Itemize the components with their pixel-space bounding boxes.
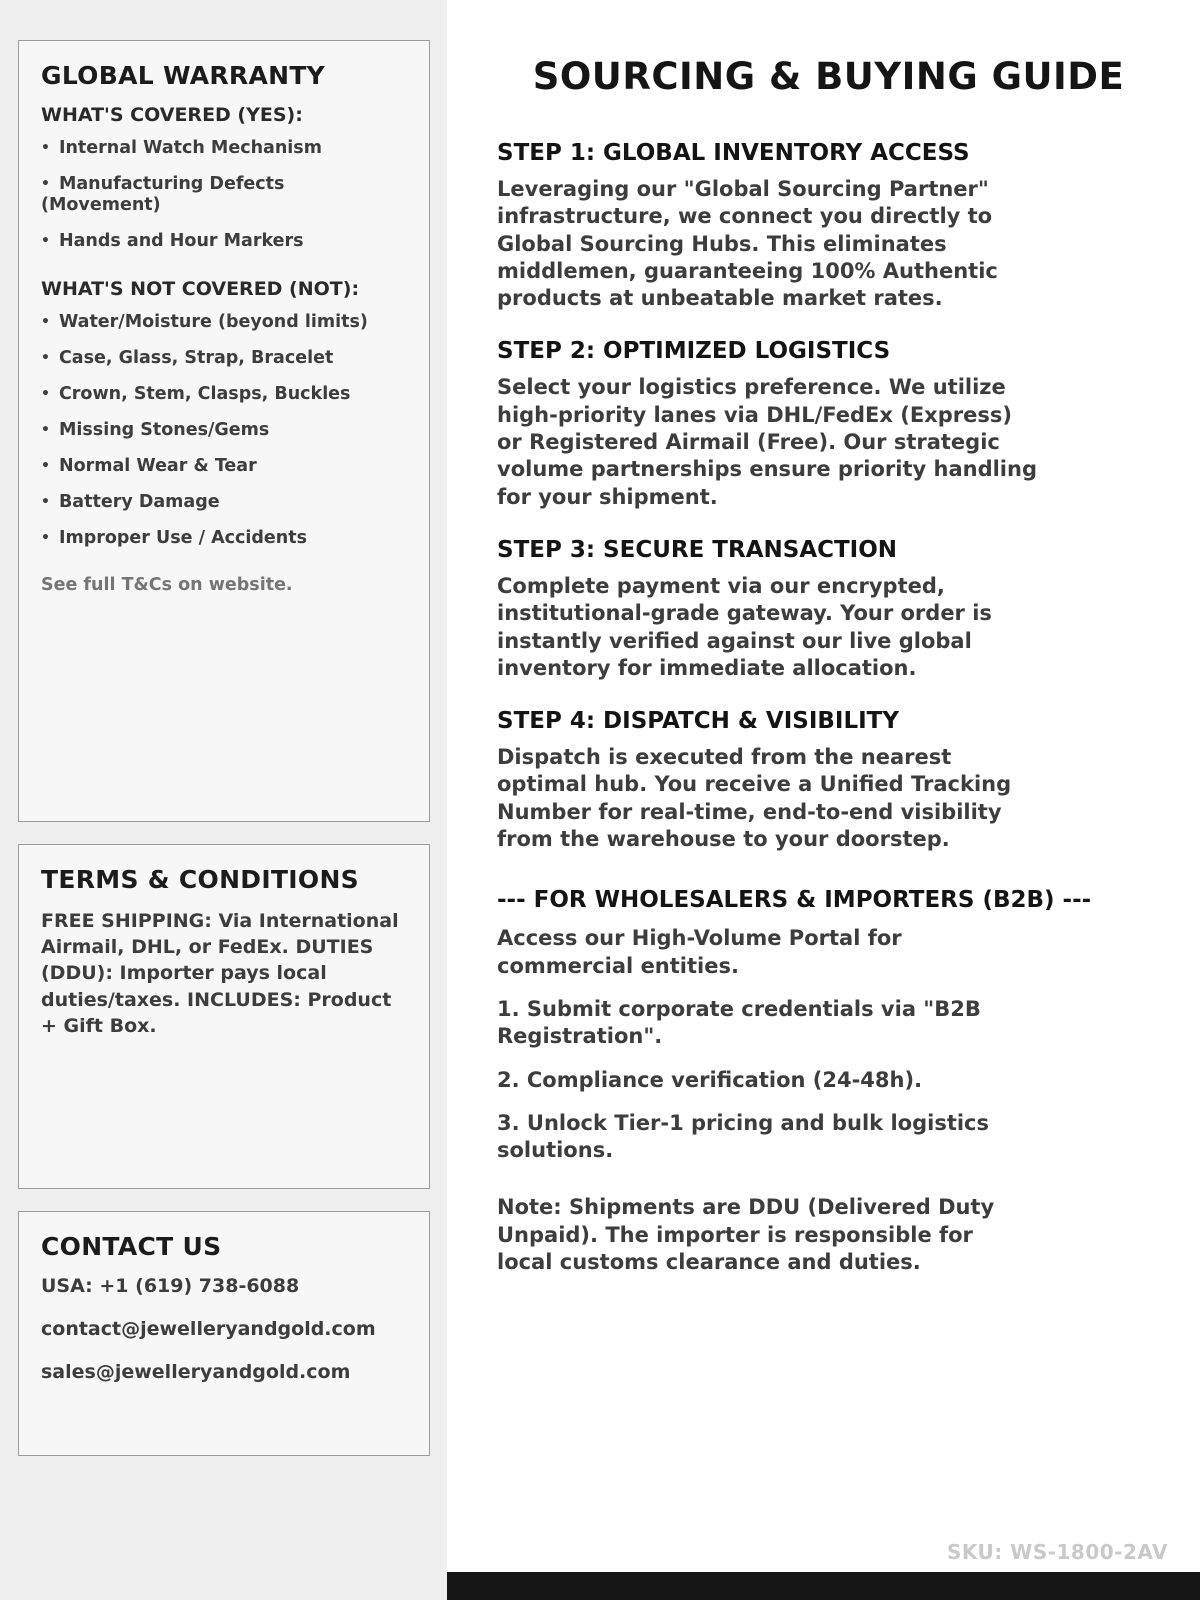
warranty-box	[18, 40, 430, 822]
sidebar	[0, 0, 447, 1600]
contact-sales-email: sales@jewelleryandgold.com	[41, 1361, 351, 1383]
step-4-body: Dispatch is executed from the nearest optimal hub. You receive a Unified Tracking Number for real-time, end-to-end visibility from the warehouse to your doorstep.	[497, 745, 1012, 852]
contact-email: contact@jewelleryandgold.com	[41, 1318, 376, 1340]
b2b-heading: --- FOR WHOLESALERS & IMPORTERS (B2B) ---	[497, 887, 1092, 914]
list-item: • Crown, Stem, Clasps, Buckles	[41, 384, 407, 405]
list-item: • Missing Stones/Gems	[41, 420, 407, 441]
step-3-heading: STEP 3: SECURE TRANSACTION	[497, 536, 898, 563]
list-item: • Internal Watch Mechanism	[41, 138, 407, 159]
b2b-item-2: 2. Compliance verification (24-48h).	[497, 1067, 923, 1092]
step-2	[497, 338, 1160, 510]
guide	[447, 55, 1200, 1276]
step-1-heading: STEP 1: GLOBAL INVENTORY ACCESS	[497, 140, 970, 166]
terms-title: TERMS & CONDITIONS	[41, 865, 359, 894]
terms-body: FREE SHIPPING: Via International Airmail, DHL, or FedEx. DUTIES (DDU): Importer pays local duties/taxes. INCLUDES: Product + Gift Box.	[41, 910, 399, 1037]
list-item: • Hands and Hour Markers	[41, 231, 407, 252]
step-3	[497, 537, 1160, 682]
warranty-title: GLOBAL WARRANTY	[41, 61, 326, 90]
b2b-item-3: 3. Unlock Tier-1 pricing and bulk logistics solutions.	[497, 1110, 990, 1163]
step-4	[497, 708, 1160, 853]
main-content	[447, 0, 1200, 1600]
step-3-body: Complete payment via our encrypted, institutional-grade gateway. Your order is instantly verified against our live global inventory for immediate allocation.	[497, 573, 992, 680]
not-covered-title: WHAT'S NOT COVERED (NOT):	[41, 278, 360, 300]
list-item: • Normal Wear & Tear	[41, 456, 407, 477]
step-1	[497, 140, 1160, 312]
not-covered-list	[41, 312, 407, 549]
bottom-bar	[447, 1572, 1200, 1600]
page-title: SOURCING & BUYING GUIDE	[532, 55, 1125, 98]
b2b-section	[497, 887, 1160, 1164]
terms-box	[18, 844, 430, 1189]
step-2-body: Select your logistics preference. We utilize high-priority lanes via DHL/FedEx (Express) or Registered Airmail (Free). Our strategic volume partnerships ensure priority handling for your shipment.	[497, 375, 1037, 509]
list-item: • Case, Glass, Strap, Bracelet	[41, 348, 407, 369]
contact-phone: USA: +1 (619) 738-6088	[41, 1275, 300, 1297]
list-item: • Manufacturing Defects (Movement)	[41, 174, 407, 216]
ddu-note: Note: Shipments are DDU (Delivered Duty Unpaid). The importer is responsible for local customs clearance and duties.	[497, 1195, 995, 1275]
b2b-intro: Access our High-Volume Portal for commercial entities.	[497, 926, 902, 978]
sku-label: SKU: WS-1800-2AV	[947, 1540, 1168, 1564]
step-2-heading: STEP 2: OPTIMIZED LOGISTICS	[497, 338, 891, 365]
contact-box	[18, 1211, 430, 1456]
list-item: • Water/Moisture (beyond limits)	[41, 312, 407, 333]
step-4-heading: STEP 4: DISPATCH & VISIBILITY	[497, 708, 900, 735]
contact-title: CONTACT US	[41, 1232, 222, 1261]
step-1-body: Leveraging our "Global Sourcing Partner" infrastructure, we connect you directly to Global Sourcing Hubs. This eliminates middlemen, guaranteeing 100% Authentic products at unbeatable market rates.	[497, 177, 998, 311]
list-item: • Battery Damage	[41, 492, 407, 513]
covered-title: WHAT'S COVERED (YES):	[41, 104, 303, 126]
footer	[447, 1540, 1200, 1572]
list-item: • Improper Use / Accidents	[41, 528, 407, 549]
warranty-footnote: See full T&Cs on website.	[41, 575, 293, 595]
b2b-item-1: 1. Submit corporate credentials via "B2B Registration".	[497, 996, 981, 1049]
covered-list	[41, 138, 407, 252]
